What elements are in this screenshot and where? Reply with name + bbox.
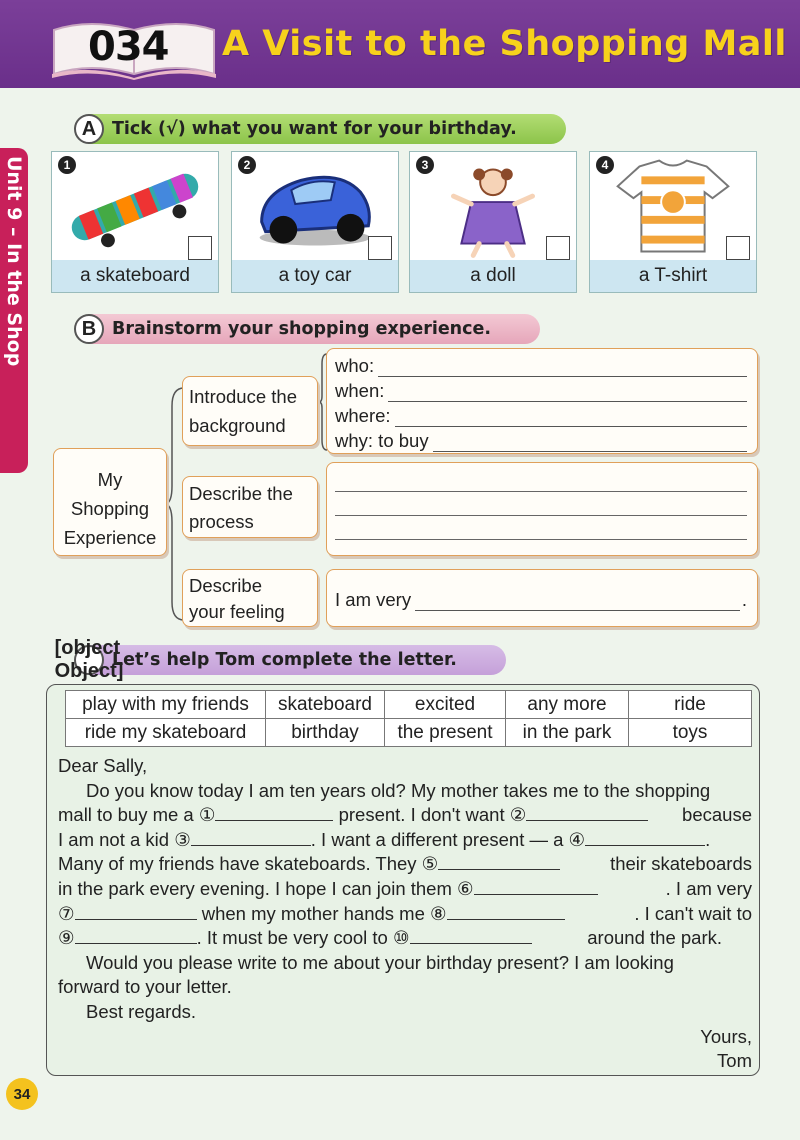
field-label-why: why: to buy bbox=[335, 430, 429, 451]
item-number: 1 bbox=[58, 156, 76, 174]
item-number: 3 bbox=[416, 156, 434, 174]
branch-line: your feeling bbox=[189, 601, 285, 622]
answer-line[interactable] bbox=[395, 410, 747, 427]
branch-background bbox=[182, 376, 318, 446]
word-bank-cell: toys bbox=[629, 719, 752, 747]
answer-line[interactable] bbox=[335, 515, 747, 516]
blank-5[interactable] bbox=[438, 852, 560, 870]
letter-closing: Best regards. bbox=[86, 1000, 197, 1022]
branch-line: background bbox=[189, 415, 286, 436]
blank-7[interactable] bbox=[75, 902, 197, 920]
unit-side-tab bbox=[0, 148, 28, 473]
word-bank-row bbox=[66, 719, 752, 747]
word-bank-row bbox=[66, 691, 752, 719]
field-label-who: who: bbox=[335, 355, 375, 376]
mindmap-root bbox=[53, 448, 167, 556]
section-instruction: Tick (√) what you want for your birthday. bbox=[112, 119, 517, 139]
letter-line: Many of my friends have skateboards. They ⑤ their skateboards bbox=[58, 853, 752, 875]
blank-2[interactable] bbox=[526, 803, 648, 821]
word-bank-cell: the present bbox=[385, 719, 506, 747]
branch-line: Introduce the bbox=[189, 386, 297, 407]
section-instruction: Brainstorm your shopping experience. bbox=[112, 319, 492, 339]
item-number: 2 bbox=[238, 156, 256, 174]
answer-line[interactable] bbox=[335, 539, 747, 540]
unit-side-tab-label: Unit 9 – In the Shop bbox=[3, 156, 25, 367]
root-line: Shopping bbox=[70, 498, 150, 519]
letter-line: Would you please write to me about your birthday present? I am looking bbox=[86, 951, 674, 973]
feeling-fields bbox=[326, 569, 758, 627]
letter-line: ⑦ when my mother hands me ⑧ . I can't wait to bbox=[58, 902, 752, 924]
process-fields bbox=[326, 462, 758, 556]
branch-process bbox=[182, 476, 318, 538]
section-a-banner bbox=[76, 114, 566, 144]
branch-feeling bbox=[182, 569, 318, 627]
item-card-doll bbox=[409, 151, 577, 293]
word-bank-cell: play with my friends bbox=[66, 691, 266, 719]
word-bank-cell: excited bbox=[385, 691, 506, 719]
tick-checkbox[interactable] bbox=[546, 236, 570, 260]
branch-line: process bbox=[189, 511, 254, 532]
word-bank-cell: ride bbox=[629, 691, 752, 719]
letter-line: ⑨ . It must be very cool to ⑩ around the park. bbox=[58, 927, 722, 949]
blank-8[interactable] bbox=[447, 902, 565, 920]
letter-line: in the park every evening. I hope I can join them ⑥ . I am very bbox=[58, 877, 752, 899]
page-number: 34 bbox=[6, 1078, 38, 1110]
answer-line[interactable] bbox=[433, 435, 747, 452]
letter-sign-off: Yours, bbox=[700, 1025, 752, 1047]
sentence-start: I am very bbox=[335, 589, 412, 610]
section-letter: B bbox=[74, 314, 104, 344]
answer-line[interactable] bbox=[335, 491, 747, 492]
letter-body bbox=[58, 754, 752, 1074]
section-c-banner bbox=[54, 637, 506, 682]
field-label-when: when: bbox=[335, 380, 385, 401]
word-bank-cell: birthday bbox=[266, 719, 385, 747]
letter-line: forward to your letter. bbox=[58, 976, 232, 998]
blank-10[interactable] bbox=[410, 926, 532, 944]
item-card-t-shirt bbox=[589, 151, 757, 293]
blank-1[interactable] bbox=[215, 803, 333, 821]
word-bank bbox=[65, 690, 752, 747]
field-label-where: where: bbox=[335, 405, 391, 426]
letter-line: mall to buy me a ① present. I don't want ② because bbox=[58, 804, 752, 826]
answer-line[interactable] bbox=[378, 360, 747, 377]
root-line: My bbox=[97, 469, 123, 490]
item-label: a skateboard bbox=[52, 260, 218, 292]
background-fields bbox=[326, 348, 758, 454]
word-bank-cell: skateboard bbox=[266, 691, 385, 719]
section-instruction: Let’s help Tom complete the letter. bbox=[112, 650, 457, 670]
item-label: a toy car bbox=[232, 260, 398, 292]
page-title: A Visit to the Shopping Mall bbox=[222, 24, 787, 64]
branch-line: Describe bbox=[189, 575, 262, 596]
tick-checkbox[interactable] bbox=[188, 236, 212, 260]
blank-9[interactable] bbox=[75, 926, 197, 944]
letter-line: I am not a kid ③ . I want a different present — a ④ . bbox=[58, 828, 711, 850]
item-number: 4 bbox=[596, 156, 614, 174]
item-label: a doll bbox=[410, 260, 576, 292]
word-bank-cell: ride my skateboard bbox=[66, 719, 266, 747]
tick-checkbox[interactable] bbox=[726, 236, 750, 260]
item-card-skateboard bbox=[51, 151, 219, 293]
letter-line: Do you know today I am ten years old? My mother takes me to the shopping bbox=[86, 779, 711, 801]
page-header bbox=[0, 0, 800, 88]
letter-signature: Tom bbox=[717, 1050, 752, 1072]
blank-6[interactable] bbox=[474, 877, 598, 895]
tick-checkbox[interactable] bbox=[368, 236, 392, 260]
blank-4[interactable] bbox=[585, 828, 705, 846]
branch-line: Describe the bbox=[189, 483, 293, 504]
root-line: Experience bbox=[63, 527, 157, 548]
lesson-number: 034 bbox=[88, 24, 169, 70]
section-letter: A bbox=[74, 114, 104, 144]
item-card-toy-car bbox=[231, 151, 399, 293]
sentence-end: . bbox=[741, 589, 747, 610]
section-letter: [object Object] bbox=[54, 637, 124, 682]
letter-greeting: Dear Sally, bbox=[58, 755, 148, 776]
answer-line[interactable] bbox=[415, 594, 740, 611]
blank-3[interactable] bbox=[191, 828, 311, 846]
word-bank-cell: any more bbox=[506, 691, 629, 719]
section-b-banner bbox=[76, 314, 540, 344]
word-bank-cell: in the park bbox=[506, 719, 629, 747]
item-label: a T-shirt bbox=[590, 260, 756, 292]
answer-line[interactable] bbox=[388, 385, 747, 402]
